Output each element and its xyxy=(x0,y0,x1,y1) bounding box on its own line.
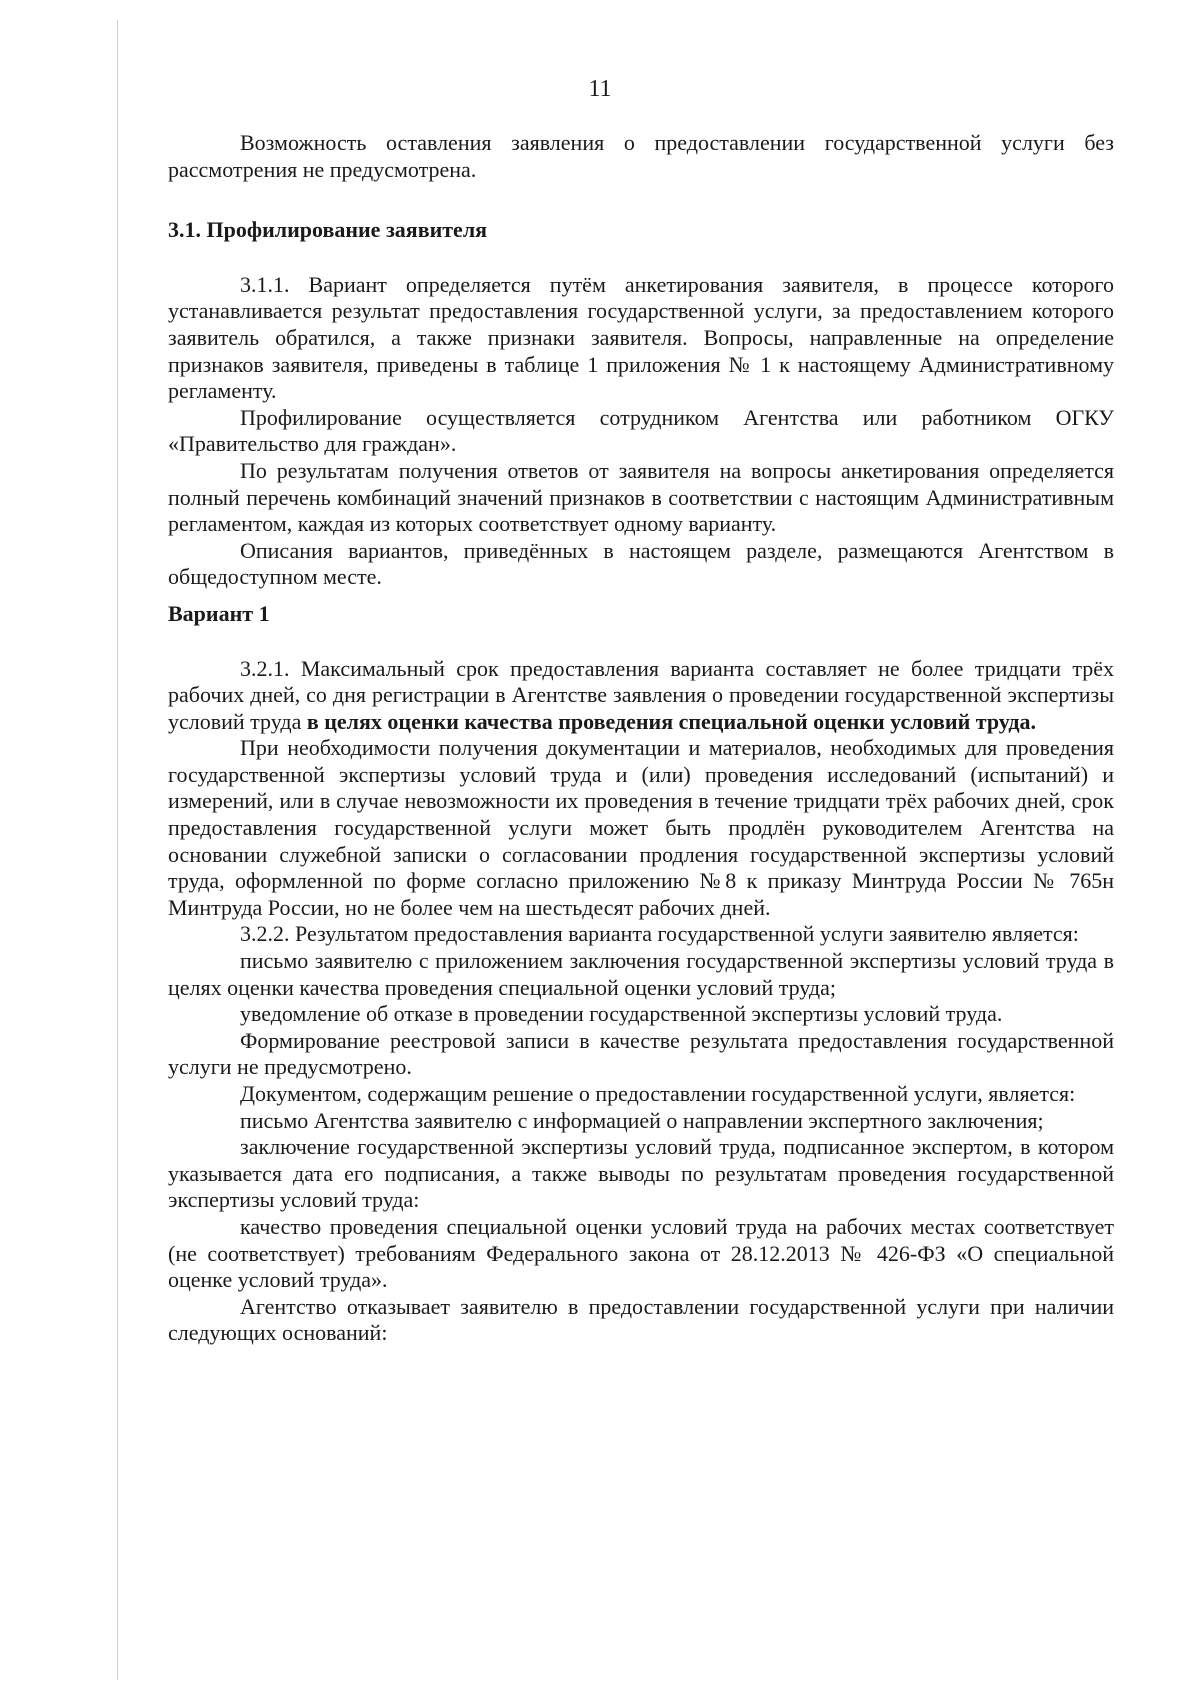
paragraph-refusal-notice: уведомление об отказе в проведении государственной экспертизы условий труда. xyxy=(240,1001,1003,1027)
section-heading-profiling: 3.1. Профилирование заявителя xyxy=(168,217,488,243)
paragraph-letter: письмо заявителю с приложением заключения государственной экспертизы условий труда в целях оценки качества проведения специальной оценки условий труда; xyxy=(168,948,1114,1000)
paragraph-descriptions: Описания вариантов, приведённых в настоящем разделе, размещаются Агентством в общедоступном месте. xyxy=(168,537,1114,590)
paragraph-profiling-who: Профилирование осуществляется сотрудником Агентства или работником ОГКУ «Правительство для граждан». xyxy=(168,404,1114,457)
paragraph-document: Документом, содержащим решение о предоставлении государственной услуги, является: xyxy=(240,1081,1076,1106)
paragraph-intro: Возможность оставления заявления о предоставлении государственной услуги без рассмотрения не предусмотрена. xyxy=(168,130,1114,182)
paragraph-3-2-1 xyxy=(168,656,1114,736)
paragraph-extension: При необходимости получения документации и материалов, необходимых для проведения государственной экспертизы условий труда и (или) проведения исследований (испытаний) и измерений, или в случае невозможности их проведения в течение тридцати трёх рабочих дней, срок предоставления государственной услуги может быть продлён руководителем Агентства на основании служебной записки о согласовании продления государственной экспертизы условий труда, оформленной по форме согласно приложению №8 к приказу Минтруда России № 765н Минтруда России, но не более чем на шестьдесят рабочих дней. xyxy=(168,735,1114,920)
paragraph-3-2-2: 3.2.2. Результатом предоставления варианта государственной услуги заявителю является: xyxy=(240,921,1079,947)
paragraph-quality: качество проведения специальной оценки условий труда на рабочих местах соответствует (не соответствует) требованиям Федерального закона от 28.12.2013 № 426-ФЗ «О специальной оценке условий труда». xyxy=(168,1213,1114,1293)
paragraph-results: По результатам получения ответов от заявителя на вопросы анкетирования определяется полный перечень комбинаций значений признаков в соответствии с настоящим Административным регламентом, каждая из которых соответствует одному варианту. xyxy=(168,457,1114,537)
paragraph-registry: Формирование реестровой записи в качестве результата предоставления государственной услуги не предусмотрено. xyxy=(168,1027,1114,1080)
page-number: 11 xyxy=(588,76,612,102)
paragraph-3-1-1: 3.1.1. Вариант определяется путём анкетирования заявителя, в процессе которого устанавливается результат предоставления государственной услуги, за предоставлением которого заявитель обратился, а также признаки заявителя. Вопросы, направленные на определение признаков заявителя, приведены в таблице 1 приложения № 1 к настоящему Административному регламенту. xyxy=(168,271,1114,404)
document-body xyxy=(168,130,1114,1347)
paragraph-3-2-1-bold: в целях оценки качества проведения специальной оценки условий труда. xyxy=(306,708,1037,734)
section-heading-variant-1: Вариант 1 xyxy=(168,600,270,626)
paragraph-agency-letter: письмо Агентства заявителю с информацией о направлении экспертного заключения; xyxy=(240,1107,1044,1133)
paragraph-grounds: Агентство отказывает заявителю в предоставлении государственной услуги при наличии следующих оснований: xyxy=(168,1293,1114,1346)
paragraph-conclusion: заключение государственной экспертизы условий труда, подписанное экспертом, в котором указывается дата его подписания, а также выводы по результатам проведения государственной экспертизы условий труда: xyxy=(168,1134,1114,1213)
paragraph-3-2-1-text: 3.2.1. Максимальный срок предоставления варианта составляет не более тридцати трёх рабочих дней, со дня регистрации в Агентстве заявления о проведении государственной экспертизы условий труда xyxy=(168,655,1114,734)
binding-edge-line xyxy=(117,20,118,1680)
